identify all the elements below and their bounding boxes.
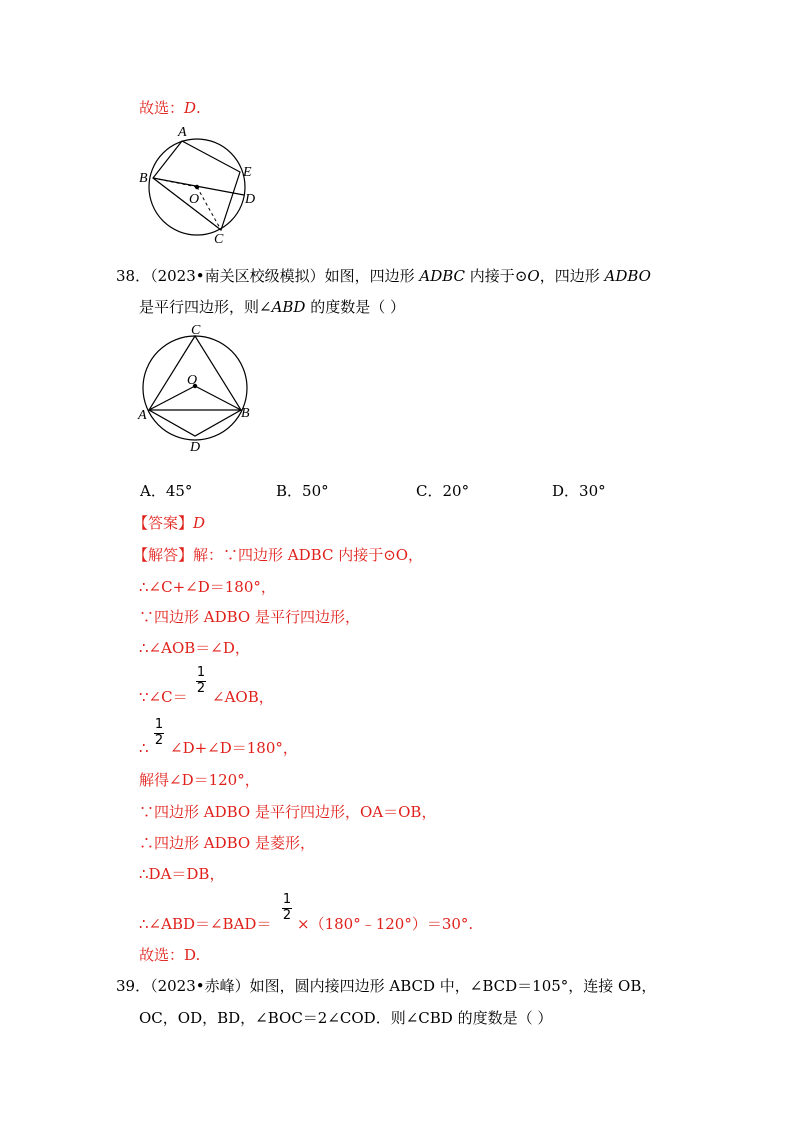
solution-text: 故选：D. bbox=[139, 946, 201, 964]
q38-number: 38． bbox=[116, 267, 151, 285]
fraction-numerator: 1 bbox=[196, 665, 206, 680]
solution-text: 解：∵四边形 ADBC 内接于⊙O， bbox=[193, 546, 424, 564]
solution-text: ∴∠ABD＝∠BAD＝ bbox=[139, 915, 272, 933]
label-o: O bbox=[189, 192, 200, 207]
fraction-numerator: 1 bbox=[282, 892, 292, 907]
solution-text: ∵∠C＝ bbox=[139, 688, 188, 706]
solution-line-10 bbox=[139, 864, 224, 884]
fraction-numerator: 1 bbox=[154, 717, 164, 732]
label-o2: O bbox=[187, 373, 198, 388]
conclusion-end: . bbox=[196, 99, 201, 117]
q38-quad2: ADBO bbox=[604, 267, 651, 285]
answer-value: D bbox=[193, 514, 206, 532]
fraction-half bbox=[154, 718, 164, 748]
solution-text: ∴∠AOB＝∠D， bbox=[139, 639, 250, 657]
label-d2: D bbox=[190, 440, 201, 455]
solution-line-12 bbox=[139, 945, 200, 965]
solution-line-1 bbox=[133, 545, 423, 565]
label-c2: C bbox=[191, 323, 201, 338]
q39-line1 bbox=[116, 976, 656, 996]
option-d[interactable] bbox=[552, 481, 606, 501]
q38-text-post: ，四边形 bbox=[539, 267, 605, 285]
answer-line bbox=[133, 513, 205, 533]
conclusion-label: 故选： bbox=[139, 99, 185, 117]
solution-line-11 bbox=[139, 914, 271, 934]
solution-line-6-prefix bbox=[139, 738, 149, 758]
q38-text: （2023•南关区校级模拟）如图，四边形 bbox=[150, 267, 420, 285]
solution-text: ∵四边形 ADBO 是平行四边形，OA＝OB， bbox=[139, 803, 437, 821]
solution-line-2 bbox=[139, 577, 276, 597]
fraction-denominator: 2 bbox=[154, 733, 164, 748]
q38-o: O bbox=[527, 267, 540, 285]
solution-line-5b bbox=[212, 687, 274, 707]
segment-oc bbox=[197, 187, 221, 230]
solution-line-6 bbox=[170, 738, 298, 758]
option-c[interactable] bbox=[416, 481, 469, 501]
fraction-denominator: 2 bbox=[282, 908, 292, 923]
q38-line2-pre: 是平行四边形，则∠ bbox=[139, 298, 272, 316]
fraction-half bbox=[282, 893, 292, 923]
solution-text: ×（180°﹣120°）＝30°. bbox=[297, 915, 474, 933]
circle-dot-icon: ⊙ bbox=[514, 267, 528, 285]
fraction-denominator: 2 bbox=[196, 681, 206, 696]
solution-line-5 bbox=[139, 687, 188, 707]
solution-text: ∴∠C+∠D＝180°， bbox=[139, 578, 276, 596]
segment-bc bbox=[153, 178, 221, 230]
label-d: D bbox=[245, 192, 256, 207]
option-c-value: 20° bbox=[442, 482, 470, 500]
q39-text: （2023•赤峰）如图，圆内接四边形 ABCD 中，∠BCD＝105°，连接 OB， bbox=[150, 977, 657, 995]
option-a-letter: A． bbox=[140, 482, 166, 500]
figure-circle-adbc bbox=[135, 320, 260, 455]
conclusion-line bbox=[139, 98, 201, 118]
q39-text: OC，OD，BD，∠BOC＝2∠COD．则∠CBD 的度数是（ ） bbox=[139, 1009, 553, 1027]
option-c-letter: C． bbox=[416, 482, 443, 500]
solution-line-4 bbox=[139, 638, 250, 658]
option-d-letter: D． bbox=[552, 482, 580, 500]
q38-line2 bbox=[139, 297, 405, 317]
q38-angle: ABD bbox=[271, 298, 306, 316]
solution-text: 解得∠D＝120°， bbox=[139, 771, 260, 789]
label-b: B bbox=[139, 171, 148, 186]
label-a: A bbox=[178, 125, 187, 140]
solution-text: ∠D+∠D＝180°， bbox=[170, 739, 298, 757]
solution-text: ∠AOB， bbox=[212, 688, 274, 706]
fraction-half bbox=[196, 666, 206, 696]
q38-quad: ADBC bbox=[419, 267, 466, 285]
solution-line-3 bbox=[139, 607, 360, 627]
solution-tag: 【解答】 bbox=[133, 546, 194, 564]
center-dot bbox=[195, 185, 199, 189]
label-c: C bbox=[214, 232, 224, 247]
figure-circle-abedc bbox=[132, 122, 272, 247]
option-a[interactable] bbox=[140, 481, 192, 501]
q38-line1 bbox=[116, 266, 651, 286]
option-a-value: 45° bbox=[165, 482, 193, 500]
label-e: E bbox=[243, 165, 252, 180]
solution-text: ∴DA＝DB， bbox=[139, 865, 225, 883]
q38-line2-post: 的度数是（ ） bbox=[305, 298, 406, 316]
label-b2: B bbox=[241, 406, 250, 421]
answer-tag: 【答案】 bbox=[133, 514, 194, 532]
option-d-value: 30° bbox=[579, 482, 606, 500]
solution-text: ∴四边形 ADBO 是菱形， bbox=[139, 834, 315, 852]
option-b-letter: B． bbox=[276, 482, 303, 500]
q38-text-mid: 内接于 bbox=[465, 267, 515, 285]
option-b-value: 50° bbox=[302, 482, 329, 500]
solution-line-11b bbox=[297, 914, 473, 934]
solution-line-8 bbox=[139, 802, 436, 822]
therefore-symbol: ∴ bbox=[139, 739, 149, 757]
q39-number: 39． bbox=[116, 977, 151, 995]
label-a2: A bbox=[138, 408, 147, 423]
solution-line-9 bbox=[139, 833, 315, 853]
conclusion-answer: D bbox=[184, 99, 197, 117]
q39-line2 bbox=[139, 1008, 552, 1028]
solution-line-7 bbox=[139, 770, 260, 790]
solution-text: ∵四边形 ADBO 是平行四边形， bbox=[139, 608, 360, 626]
option-b[interactable] bbox=[276, 481, 329, 501]
